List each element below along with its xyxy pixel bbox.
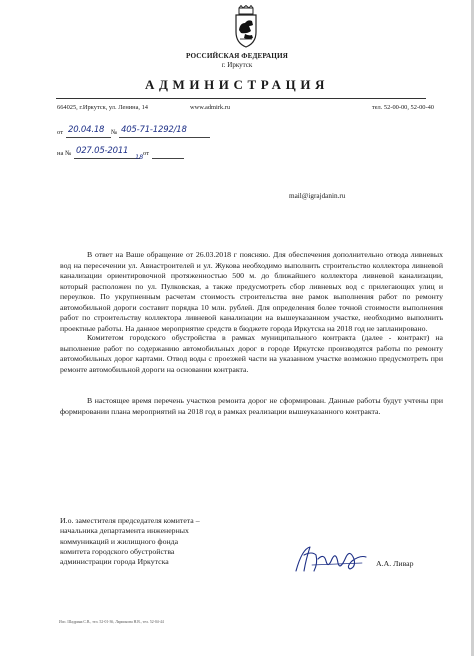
number-label: № (111, 129, 118, 136)
position-line-2: начальника департамента инженерных (60, 526, 189, 536)
reference-label: на № (57, 150, 72, 157)
recipient-email: mail@igrajdanin.ru (289, 192, 346, 200)
executors-footer: Исп. Шадрина С.В., тел. 52-01-36, Ларионова Н.В., тел. 52-04-44 (59, 620, 164, 624)
signer-name: А.А. Ливар (376, 559, 414, 568)
city-heading: г. Иркутск (221, 61, 253, 69)
position-line-1: И.о. заместителя председателя комитета – (60, 516, 200, 525)
position-line-5: администрации города Иркутска (60, 557, 169, 567)
phones: тел. 52-00-00, 52-00-40 (371, 104, 434, 111)
signer-position (60, 516, 200, 567)
position-line-4: комитета городского обустройства (60, 546, 175, 556)
body-paragraph-2 (60, 333, 443, 375)
irkutsk-coat-of-arms-icon (229, 5, 263, 49)
paragraph-text-2: Комитетом городского обустройства в рамках муниципального контракта (далее - контракт) на выполнение работ по содержанию автомобильных дорог в городе Иркутске производятся работы по ремонту автомобильных дорог картами. Отвод воды с проезжей части на указанном участке возможно предусмотреть при ремонте автомобильной дороги на основании контракта. (60, 333, 443, 374)
federation-heading: РОССИЙСКАЯ ФЕДЕРАЦИЯ (186, 52, 288, 60)
body-paragraph-1 (60, 250, 443, 334)
reference-date-line (152, 158, 184, 159)
address: 664025, г.Иркутск, ул. Ленина, 14 (57, 104, 148, 111)
registration-number: 405-71-1292/18 (121, 125, 187, 135)
body-paragraph-3 (60, 396, 443, 417)
paragraph-text-3: В настоящее время перечень участков ремонта дорог не сформирован. Данные работы будут учтены при формировании плана мероприятий на 2018 год в рамках реализации вышеуказанного контракта. (60, 396, 443, 416)
number-line (119, 137, 210, 138)
reference-number: 027.05-2011 (76, 146, 129, 156)
website: www.admirk.ru (190, 104, 231, 111)
paragraph-text-1: В ответ на Ваше обращение от 26.03.2018 г поясняю. Для обеспечения дополнительно отвода ливневых вод на пересечении ул. Авиастроителей и ул. Жукова необходимо выполнить строительство коллектора ливневой канализации ориентировочной протяженностью 500 м. до ближайшего коллектора ливневой канализации, который расположен по ул. Пулковская, а также предусмотреть сбор ливневых вод с прилегающих улиц и переулков. По укрупненным расчетам стоимость строительства вне рамок выполнения работ по ремонту автомобильной дороги составит порядка 10 млн. рублей. Для определения более точной стоимости выполнения работ по строительству коллектора ливневой канализации на вышеуказанном участке, необходимо выполнить проектные работы. На данное мероприятие средств в бюджете города Иркутска на 2018 год не запланировано. (60, 250, 443, 333)
date-line (66, 137, 111, 138)
handwritten-signature (292, 541, 370, 577)
reference-line (74, 158, 140, 159)
reference-suffix: 18 (135, 153, 144, 161)
header-divider (56, 98, 426, 99)
from-label: от (57, 129, 64, 136)
position-line-3: коммуникаций и жилищного фонда (60, 536, 179, 546)
reference-from-label: от (143, 150, 150, 157)
organization-heading: АДМИНИСТРАЦИЯ (144, 77, 330, 92)
registration-date: 20.04.18 (68, 125, 105, 135)
